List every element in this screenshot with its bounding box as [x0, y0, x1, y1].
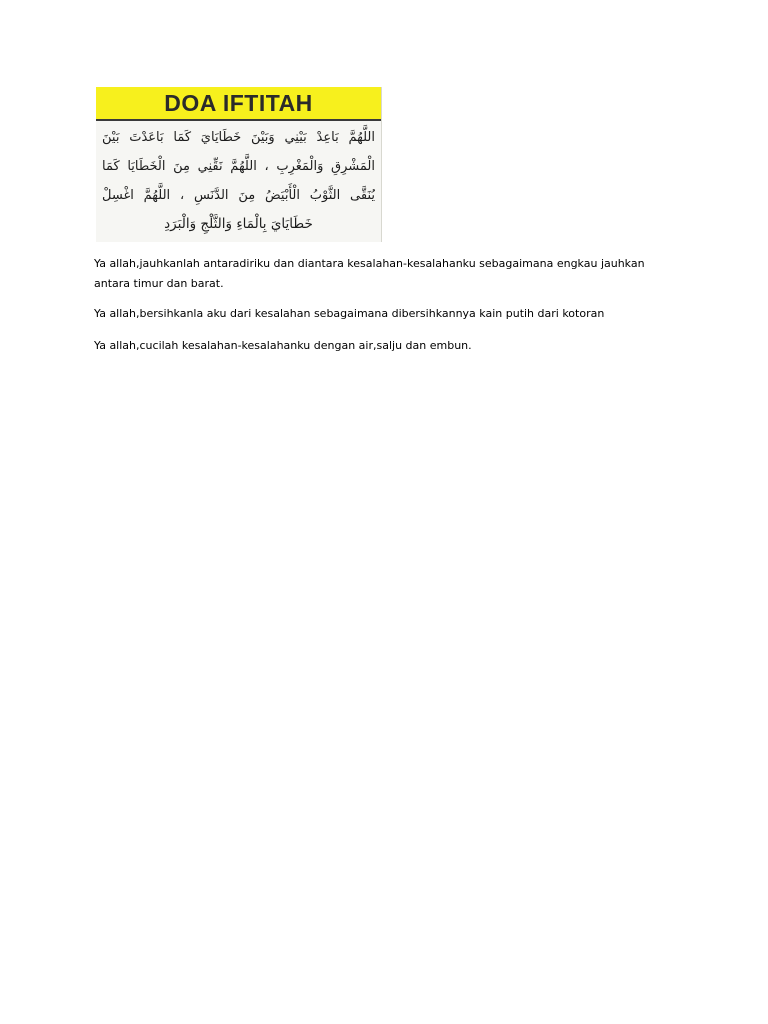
translation-paragraph-2	[94, 304, 694, 324]
paragraph-1-line-1: Ya allah,jauhkanlah antaradiriku dan diantara kesalahan-kesalahanku sebagaimana engkau jauhkan	[94, 257, 645, 270]
paragraph-1-line-2: antara timur dan barat.	[94, 277, 224, 290]
translation-paragraph-3	[94, 336, 694, 356]
doa-iftitah-image	[96, 87, 382, 242]
paragraph-2-text: Ya allah,bersihkanla aku dari kesalahan sebagaimana dibersihkannya kain putih dari kotoran	[94, 307, 605, 320]
doa-arabic-text	[96, 121, 381, 239]
arabic-line-3: يُنَقَّى الثَّوْبُ الْأَبْيَضُ مِنَ الدَّنَسِ ، اللَّهُمَّ اغْسِلْ	[102, 188, 375, 203]
paragraph-3-text: Ya allah,cucilah kesalahan-kesalahanku dengan air,salju dan embun.	[94, 339, 472, 352]
doa-image-title: DOA IFTITAH	[164, 89, 313, 116]
translation-paragraph-1	[94, 254, 694, 294]
arabic-line-2: الْمَشْرِقِ وَالْمَغْرِبِ ، اللَّهُمَّ نَقِّنِي مِنَ الْخَطَايَا كَمَا	[102, 159, 375, 174]
doa-image-header	[96, 87, 381, 121]
arabic-line-1: اللَّهُمَّ بَاعِدْ بَيْنِي وَبَيْنَ خَطَايَايَ كَمَا بَاعَدْتَ بَيْنَ	[102, 130, 375, 145]
arabic-line-4: خَطَايَايَ بِالْمَاءِ وَالثَّلْجِ وَالْبَرَدِ	[164, 216, 313, 232]
